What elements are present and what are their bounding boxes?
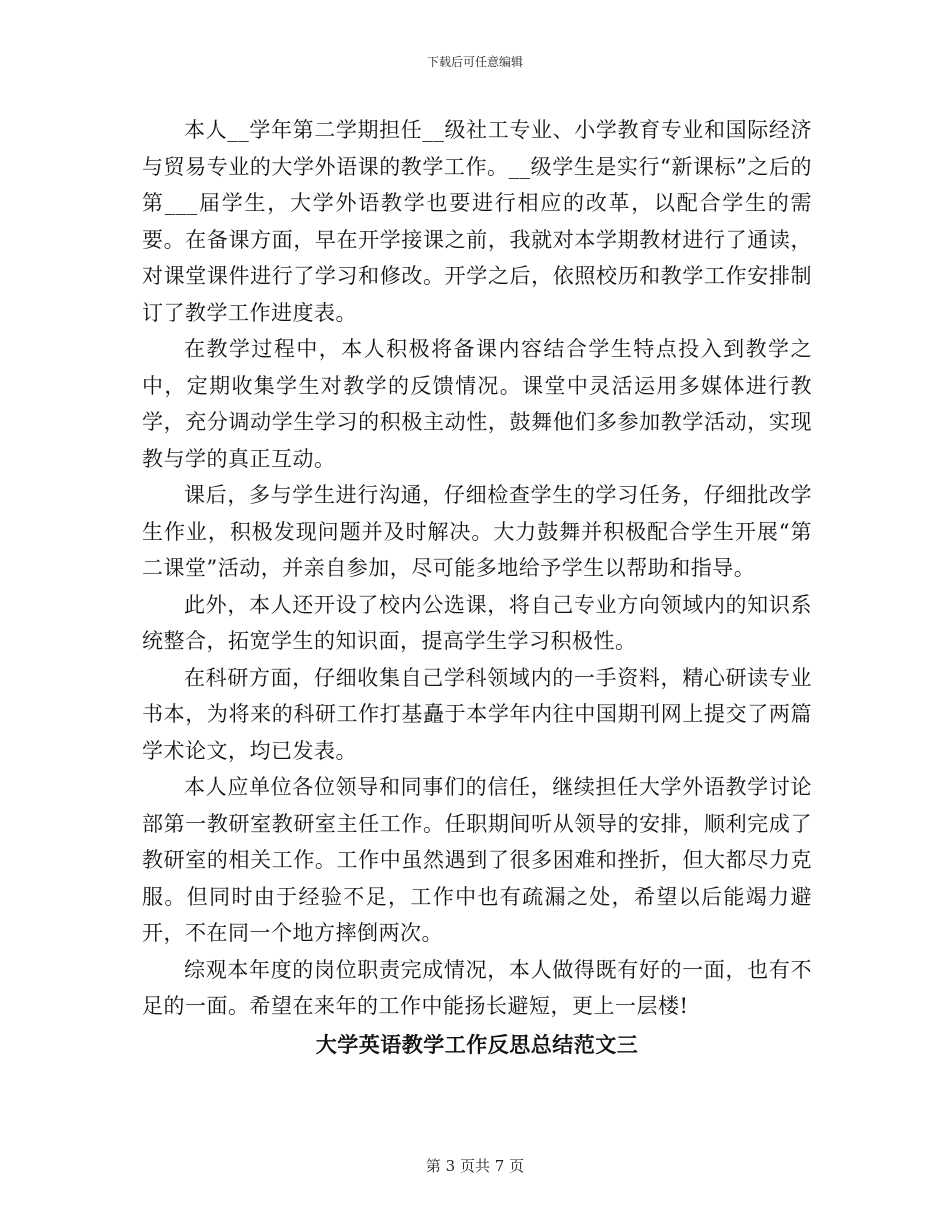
section-title: 大学英语教学工作反思总结范文三 <box>315 1031 639 1057</box>
page-header: 下载后可任意编辑 <box>426 55 523 69</box>
paragraph-5: 在科研方面，仔细收集自己学科领域内的一手资料，精心研读专业书本，为将来的科研工作打基矗于本学年内往中国期刊网上提交了两篇学术论文，均已发表。 <box>142 665 812 763</box>
paragraph-6: 本人应单位各位领导和同事们的信任，继续担任大学外语教学讨论部第一教研室教研室主任工作。任职期间听从领导的安排，顺利完成了教研室的相关工作。工作中虽然遇到了很多困难和挫折，但大都尽力克服。但同时由于经验不足，工作中也有疏漏之处，希望以后能竭力避开，不在同一个地方摔倒两次。 <box>142 775 812 945</box>
paragraph-7: 综观本年度的岗位职责完成情况，本人做得既有好的一面，也有不足的一面。希望在来年的工作中能扬长避短，更上一层楼! <box>142 957 812 1018</box>
paragraph-2: 在教学过程中，本人积极将备课内容结合学生特点投入到教学之中，定期收集学生对教学的反馈情况。课堂中灵活运用多媒体进行教学，充分调动学生学习的积极主动性，鼓舞他们多参加教学活动，实现教与学的真正互动。 <box>142 337 812 471</box>
paragraph-1: 本人__学年第二学期担任__级社工专业、小学教育专业和国际经济与贸易专业的大学外语课的教学工作。__级学生是实行“新课标”之后的第___届学生，大学外语教学也要进行相应的改革，以配合学生的需要。在备课方面，早在开学接课之前，我就对本学期教材进行了通读，对课堂课件进行了学习和修改。开学之后，依照校历和教学工作安排制订了教学工作进度表。 <box>142 118 812 325</box>
paragraph-4: 此外，本人还开设了校内公选课，将自己专业方向领域内的知识系统整合，拓宽学生的知识面，提高学生学习积极性。 <box>142 592 812 653</box>
paragraph-3: 课后，多与学生进行沟通，仔细检查学生的学习任务，仔细批改学生作业，积极发现问题并及时解决。大力鼓舞并积极配合学生开展“第二课堂”活动，并亲自参加，尽可能多地给予学生以帮助和指导。 <box>142 483 812 580</box>
page-footer: 第 3 页共 7 页 <box>425 1157 525 1175</box>
document-body <box>142 112 812 1063</box>
